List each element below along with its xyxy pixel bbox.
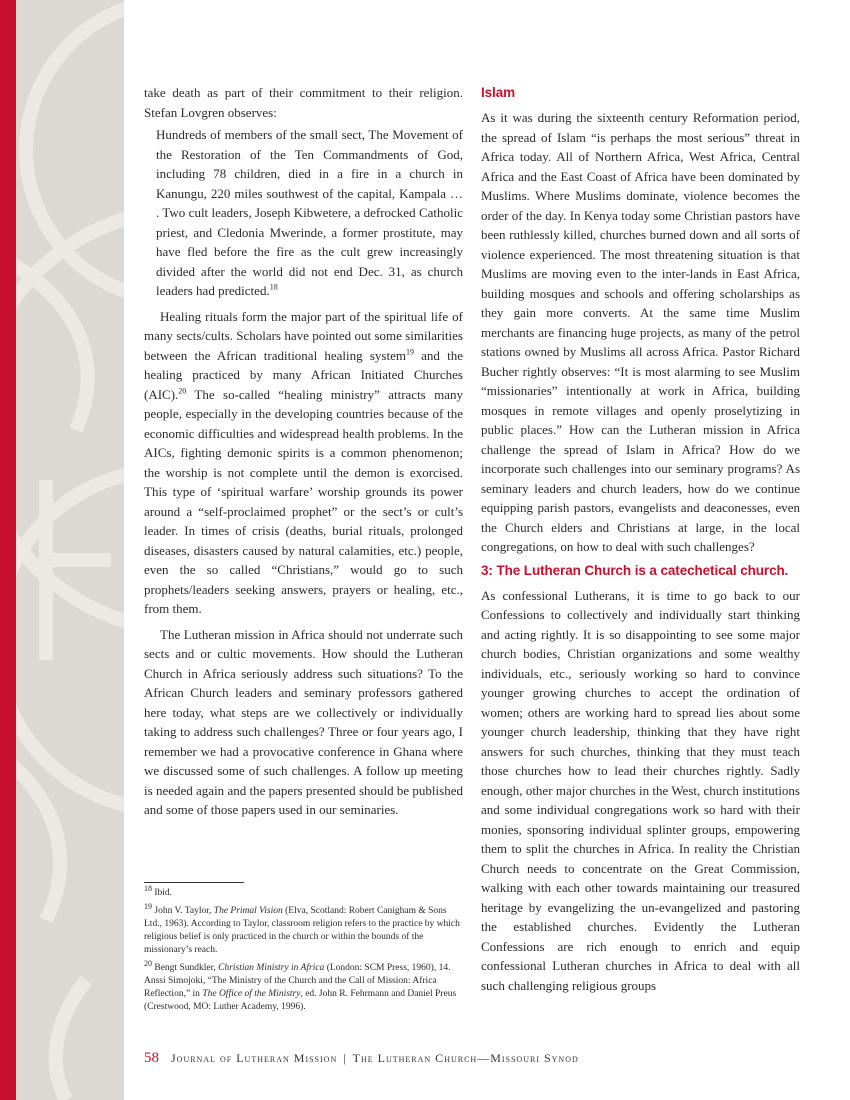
paragraph: The Lutheran mission in Africa should not underrate such sects and or cultic movements. How should the Lutheran Church in Africa seriously address such situations? To the African Church leaders and seminary professors gathered here today, what steps are we collectively or individually taking to address such challenges? Three or four years ago, I remember we had a provocative conference in Ghana where we discussed some of such challenges. A follow up meeting is needed again and the papers presented should be published and some of those papers used in our seminaries. (144, 626, 463, 817)
footnote: $^{18}$ Ibid. (144, 883, 173, 898)
paragraph: take death as part of their commitment to their religion. Stefan Lovgren observes: (144, 85, 463, 120)
footnote-ref: 18 (269, 282, 278, 292)
footnote-divider (144, 882, 244, 883)
left-column (144, 83, 463, 820)
section-heading: 3: The Lutheran Church is a catechetical church. (481, 562, 789, 578)
page-number: 58 (144, 1050, 159, 1066)
footnote: $^{20}$ Bengt Sundkler, Christian Ministry in Africa (London: SCM Press, 1960), 14. Anssi Simojoki, “The Ministry of the Church and the Call of Mission: Africa Reflection,” in The Office of the Ministry, ed. John R. Fehrmann and Daniel Preus (Crestwood, MO: Luther Academy, 1996). (144, 958, 457, 1012)
paragraph: As it was during the sixteenth century Reformation period, the spread of Islam “is perhaps the most serious” threat in Africa today. All of Northern Africa, West Africa, Central Africa and the East Coast of Africa have been dominated by Muslims. Where Muslims dominate, violence becomes the order of the day. In Kenya today some Christian pastors have been ruthlessly killed, churches burned down and all sorts of violence experienced. The most threatening situation is that Muslims are moving even to the inter-lands in East Africa, building mosques and schools and offering scholarships as they gain more converts. At the same time Muslim merchants are financing huge projects, as many of the petrol stations owned by Muslims all across Africa. Pastor Richard Bucher rightly observes: “It is most alarming to see Muslim “missionaries” intentionally at work in Africa, building mosques in remote villages and openly proselytizing in public places.” How can the Lutheran mission in Africa challenge the spread of Islam in Africa? How do we incorporate such challenges into our seminary programs? As seminary leaders and church leaders, how do we continue equipping parish pastors, evangelists and deaconesses, even the Church elders and Christians at large, in the local congregations, on how to deal with such challenges? (481, 110, 800, 554)
footnote: $^{19}$ John V. Taylor, The Primal Vision (Elva, Scotland: Robert Canigham & Sons Ltd., 1963). According to Taylor, classroom religion refers to the practice by which religious belief is only practiced in the church or within the bounds of the missionary’s reach. (144, 901, 460, 955)
paragraph: As confessional Lutherans, it is time to go back to our Confessions to collectively and individually start thinking and acting rightly. It is so disappointing to see some major church bodies, Christian organizations and some wealthy individuals, etc., seriously working so hard to convince younger growing churches to accept the ordination of women; others are working hard to spread lies about some younger church leadership, thinking that they have right answers for such churches, thinking that they must teach those churches how to lead their churches rightly. Sadly enough, other major churches in the West, church institutions and some individual congregations work so hard with their monies, sponsoring individual splinter groups, empowering them to split the churches in Africa. In reality the Christian Church needs to concentrate on the Great Commission, walking with each other towards maintaining our treasured heritage by evangelizing the un-evangelized and pastoring the established churches. Evidently the Lutheran Confessions are rich enough to enrich and equip confessional Lutheran churches in Africa to deal with all such challenging religious groups (481, 587, 800, 993)
page-footer (144, 1050, 579, 1067)
right-column (481, 83, 800, 995)
journal-title: Journal of Lutheran Mission (171, 1051, 338, 1065)
publisher-name: The Lutheran Church—Missouri Synod (352, 1051, 579, 1065)
footnotes (144, 883, 463, 1019)
paragraph: Healing rituals form the major part of the spiritual life of many sects/cults. Scholars have pointed out some similarities between the African traditional healing system$^{19}$ and the healing practiced by many African Initiated Churches (AIC).$^{20}$ The so-called “healing ministry” attracts many people, especially in the developing countries because of the economic difficulties and widespread health problems. In the AICs, fighting demonic spirits is a common phenomenon; the worship is not complete until the demon is exorcised. This type of ‘spiritual warfare’ worship grounds its power around a “self-proclaimed prophet” or the sect’s or cult’s leader. In times of crisis (deaths, burial rituals, prolonged diseases, disasters caused by natural calamities, etc.) people, even the so called “Christians,” would go to such prophets/leaders seeking answers, prayers or healing, etc., from them. (144, 308, 463, 616)
footer-separator: | (343, 1051, 347, 1065)
red-edge-strip (0, 0, 16, 1100)
block-quote: Hundreds of members of the small sect, The Movement of the Restoration of the Ten Commandments of God, including 78 children, died in a fire in a church in Kanungu, 220 miles southwest of the capital, Kampala … . Two cult leaders, Joseph Kibwetere, a defrocked Catholic priest, and Cledonia Mwerinde, a former prostitute, may have fled before the fire as the cult grew increasingly divided after the world did not end Dec. 31, as church leaders had predicted.$^{18}$ (156, 127, 463, 298)
section-heading: Islam (481, 85, 516, 100)
footnote-ref: 19 (405, 347, 414, 357)
decorative-side-band (16, 0, 124, 1100)
footnote-ref: 20 (178, 386, 187, 396)
seal-watermark-icon (16, 0, 124, 1100)
